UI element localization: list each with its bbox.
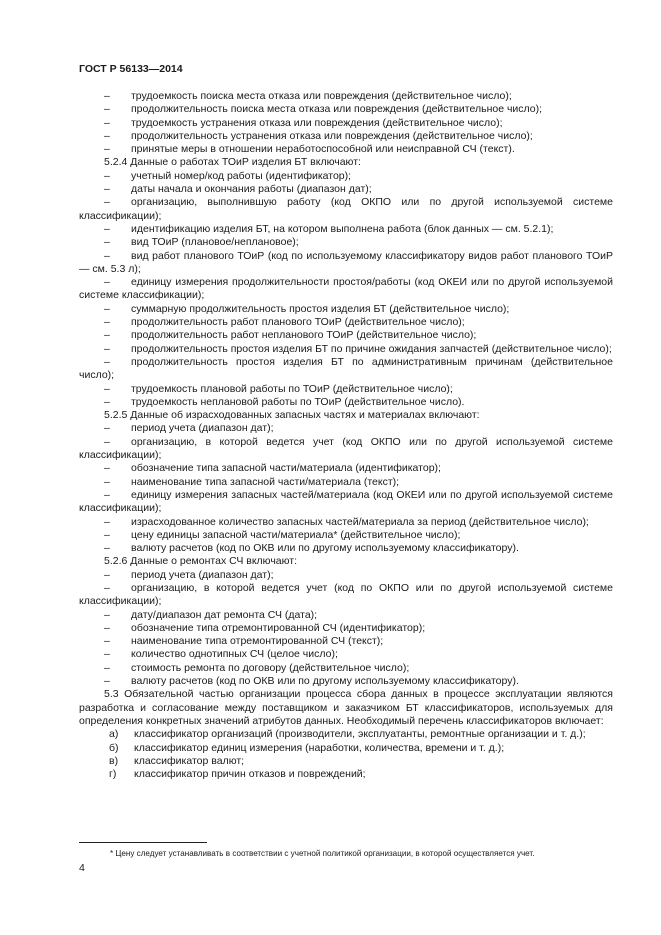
list-marker: –	[104, 648, 110, 661]
paragraph-text: израсходованное количество запасных частей/материала за период (действительное число);	[131, 515, 589, 528]
paragraph-text: принятые меры в отношении неработоспособной или неисправной СЧ (текст).	[131, 143, 515, 156]
paragraph-text: классификатор валют;	[134, 754, 245, 767]
paragraph-text: обозначение типа отремонтированной СЧ (идентификатор);	[131, 621, 426, 634]
section-paragraph	[79, 156, 613, 169]
list-item	[79, 250, 613, 277]
paragraph-text: вид работ планового ТОиР (код по используемому классификатору видов работ планового ТОиР — см. 5.3 л);	[79, 249, 613, 275]
paragraph-text: классификатор причин отказов и повреждений;	[134, 768, 366, 781]
list-item	[79, 648, 613, 661]
list-marker: –	[104, 462, 110, 475]
paragraph-text: 5.3 Обязательной частью организации процесса сбора данных в процессе эксплуатации являются разработка и согласование между поставщиком и заказчиком БТ классификаторов, используемых для определения конкретных значений атрибутов данных. Необходимый перечень классификаторов включает:	[79, 688, 613, 727]
list-item	[79, 103, 613, 116]
list-marker: –	[104, 475, 110, 488]
list-item	[79, 529, 613, 542]
list-marker: –	[104, 222, 110, 235]
list-item	[79, 569, 613, 582]
document-header: ГОСТ Р 56133—2014	[79, 63, 183, 75]
paragraph-text: единицу измерения запасных частей/материала (код ОКЕИ или по другой используемой системе классификации);	[79, 488, 613, 515]
list-item	[79, 755, 613, 768]
list-item	[79, 170, 613, 183]
paragraph-text: цену единицы запасной части/материала* (действительное число);	[131, 528, 461, 541]
paragraph-text: наименование типа запасной части/материала (текст);	[131, 475, 400, 488]
paragraph-text: вид ТОиР (плановое/неплановое);	[131, 236, 299, 249]
document-body	[79, 90, 613, 781]
paragraph-text: трудоемкость устранения отказа или повреждения (действительное число);	[131, 116, 503, 129]
paragraph-text: период учета (диапазон дат);	[131, 422, 274, 435]
list-marker: –	[104, 103, 110, 116]
list-item	[79, 436, 613, 463]
list-marker: б)	[109, 741, 119, 754]
paragraph-text: организацию, в которой ведется учет (код ОКПО или по другой используемой системе классификации);	[79, 435, 613, 462]
list-marker: –	[104, 395, 110, 408]
paragraph-text: даты начала и окончания работы (диапазон дат);	[131, 183, 372, 196]
list-item	[79, 90, 613, 103]
paragraph-text: валюту расчетов (код по ОКВ или по другому используемому классификатору).	[131, 675, 519, 688]
paragraph-text: продолжительность поиска места отказа или повреждения (действительное число);	[131, 103, 543, 116]
page-number: 4	[79, 862, 85, 874]
paragraph-text: 5.2.4 Данные о работах ТОиР изделия БТ включают:	[104, 156, 361, 169]
paragraph-text: продолжительность простоя изделия БТ по причине ожидания запчастей (действительное число);	[131, 342, 612, 355]
list-marker: –	[104, 581, 110, 594]
list-marker: –	[104, 515, 110, 528]
paragraph-text: дату/диапазон дат ремонта СЧ (дата);	[131, 608, 318, 621]
list-item	[79, 196, 613, 223]
list-marker: –	[104, 342, 110, 355]
list-item	[79, 422, 613, 435]
paragraph-text: классификатор единиц измерения (наработки, количества, времени и т. д.);	[134, 741, 505, 754]
list-item	[79, 356, 613, 383]
paragraph-text: классификатор организаций (производители, эксплуатанты, ремонтные организации и т. д.);	[134, 728, 586, 741]
footnote: * Цену следует устанавливать в соответствии с учетной политикой организации, в которой осуществляется учет.	[110, 849, 535, 858]
list-marker: –	[104, 435, 110, 448]
list-item	[79, 476, 613, 489]
list-marker: –	[104, 568, 110, 581]
list-marker: –	[104, 169, 110, 182]
list-marker: –	[104, 183, 110, 196]
list-item	[79, 728, 613, 741]
list-marker: –	[104, 196, 110, 209]
list-item	[79, 662, 613, 675]
list-marker: –	[104, 635, 110, 648]
list-item	[79, 303, 613, 316]
list-item	[79, 316, 613, 329]
paragraph-text: период учета (диапазон дат);	[131, 568, 274, 581]
list-marker: –	[104, 249, 110, 262]
paragraph-text: продолжительность работ планового ТОиР (действительное число);	[131, 316, 465, 329]
list-item	[79, 117, 613, 130]
list-marker: –	[104, 316, 110, 329]
list-item	[79, 276, 613, 303]
paragraph-text: организацию, выполнившую работу (код ОКПО или по другой используемой системе классификации);	[79, 196, 613, 222]
list-marker: –	[104, 329, 110, 342]
list-marker: г)	[109, 768, 117, 781]
footnote-divider	[79, 842, 207, 843]
paragraph-text: организацию, в которой ведется учет (код по ОКПО или по другой используемой системе классификации);	[79, 581, 613, 608]
list-marker: –	[104, 661, 110, 674]
list-marker: –	[104, 302, 110, 315]
paragraph-text: 5.2.6 Данные о ремонтах СЧ включают:	[104, 555, 298, 568]
list-item	[79, 742, 613, 755]
list-marker: –	[104, 276, 110, 289]
section-paragraph	[79, 409, 613, 422]
list-item	[79, 143, 613, 156]
paragraph-text: продолжительность устранения отказа или повреждения (действительное число);	[131, 129, 533, 142]
paragraph-text: единицу измерения продолжительности простоя/работы (код ОКЕИ или по другой используемой системе классификации);	[79, 276, 613, 302]
paragraph-text: трудоемкость поиска места отказа или повреждения (действительное число);	[131, 90, 512, 102]
list-item	[79, 183, 613, 196]
list-marker: –	[104, 675, 110, 688]
list-marker: –	[104, 116, 110, 129]
list-item	[79, 223, 613, 236]
list-marker: –	[104, 608, 110, 621]
list-marker: –	[104, 355, 110, 368]
paragraph-text: идентификацию изделия БТ, на котором выполнена работа (блок данных — см. 5.2.1);	[131, 222, 554, 235]
paragraph-text: учетный номер/код работы (идентификатор);	[131, 169, 352, 182]
paragraph-text: продолжительность простоя изделия БТ по административным причинам (действительное число);	[79, 355, 613, 382]
list-item	[79, 329, 613, 342]
list-item	[79, 768, 613, 781]
list-item	[79, 582, 613, 609]
paragraph-text: количество однотипных СЧ (целое число);	[131, 648, 338, 661]
list-item	[79, 609, 613, 622]
list-item	[79, 462, 613, 475]
list-item	[79, 622, 613, 635]
paragraph-text: валюту расчетов (код по ОКВ или по другому используемому классификатору).	[131, 542, 519, 555]
list-marker: –	[104, 90, 110, 102]
paragraph-text: наименование типа отремонтированной СЧ (текст);	[131, 635, 384, 648]
list-marker: в)	[109, 754, 119, 767]
section-paragraph	[79, 555, 613, 568]
list-marker: –	[104, 528, 110, 541]
list-marker: –	[104, 382, 110, 395]
paragraph-text: трудоемкость плановой работы по ТОиР (действительное число);	[131, 382, 453, 395]
list-item	[79, 130, 613, 143]
paragraph-text: обозначение типа запасной части/материала (идентификатор);	[131, 462, 441, 475]
paragraph-text: суммарную продолжительность простоя изделия БТ (действительное число);	[131, 302, 510, 315]
paragraph-text: трудоемкость неплановой работы по ТОиР (действительное число).	[131, 395, 465, 408]
list-marker: –	[104, 422, 110, 435]
paragraph-text: 5.2.5 Данные об израсходованных запасных частях и материалах включают:	[104, 409, 480, 422]
list-item	[79, 343, 613, 356]
list-item	[79, 236, 613, 249]
list-item	[79, 489, 613, 516]
list-marker: –	[104, 236, 110, 249]
list-item	[79, 396, 613, 409]
list-item	[79, 635, 613, 648]
list-item	[79, 675, 613, 688]
list-marker: –	[104, 143, 110, 156]
list-item	[79, 542, 613, 555]
section-paragraph	[79, 688, 613, 728]
list-item	[79, 383, 613, 396]
list-marker: –	[104, 488, 110, 501]
list-item	[79, 516, 613, 529]
list-marker: –	[104, 621, 110, 634]
paragraph-text: стоимость ремонта по договору (действительное число);	[131, 661, 410, 674]
list-marker: а)	[109, 728, 119, 741]
list-marker: –	[104, 129, 110, 142]
paragraph-text: продолжительность работ непланового ТОиР (действительное число);	[131, 329, 477, 342]
list-marker: –	[104, 542, 110, 555]
